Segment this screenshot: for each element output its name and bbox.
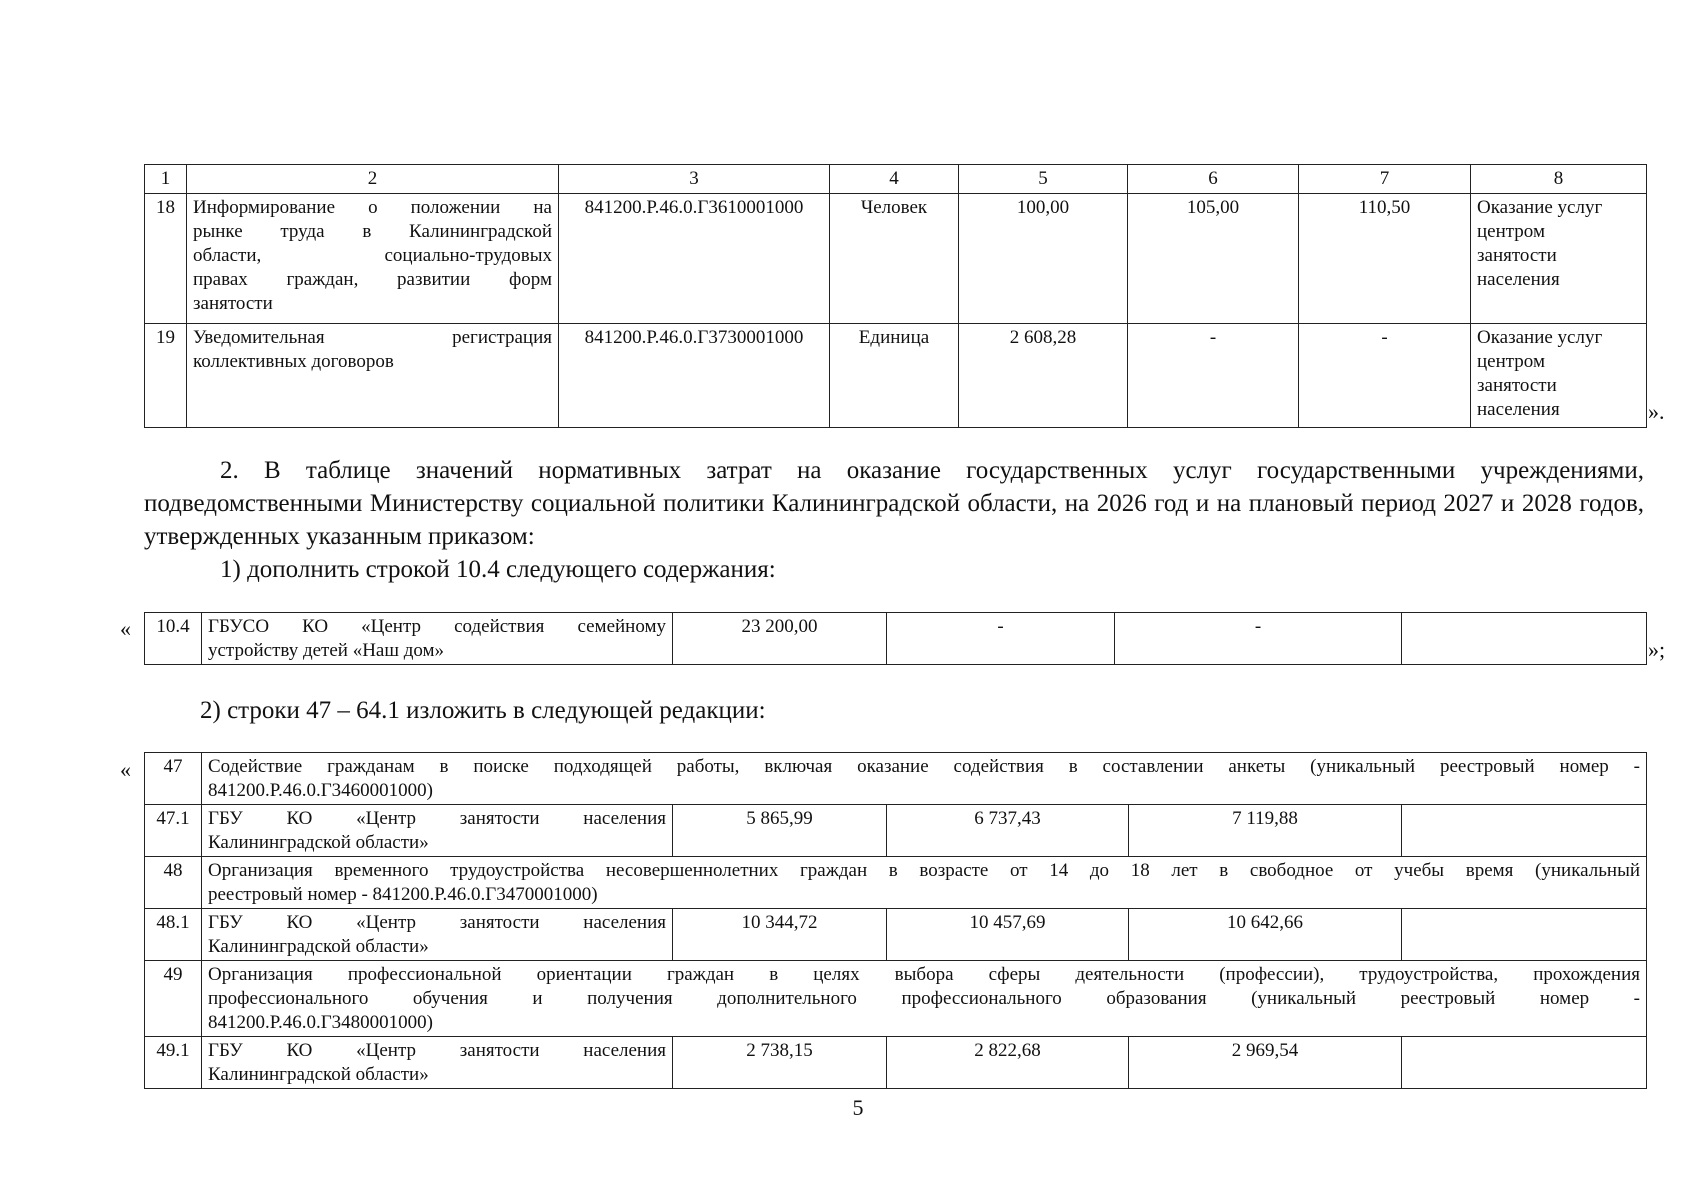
value-cell: 6 737,43 [887, 805, 1129, 857]
norm-costs-insert-table [144, 612, 1647, 665]
text-line: устройству детей «Наш дом» [208, 640, 445, 661]
text-line: Оказание услуг [1477, 327, 1603, 348]
value-cell: 100,00 [959, 194, 1128, 324]
text-line: профессионального обучения и получения дополнительного профессионального образования (уникальный реестровый номер - [208, 988, 1641, 1009]
registry-code: 841200.Р.46.0.Г3610001000 [559, 194, 830, 324]
note-cell [1471, 194, 1647, 324]
text-line: занятости [193, 293, 273, 314]
registry-code: 841200.Р.46.0.Г3730001000 [559, 324, 830, 428]
row-number: 10.4 [145, 613, 202, 665]
table-row [145, 324, 1647, 428]
value-cell: 2 969,54 [1129, 1037, 1402, 1089]
table-row [145, 194, 1647, 324]
value-cell [1402, 613, 1647, 665]
header-cell: 3 [559, 165, 830, 194]
header-cell: 4 [830, 165, 959, 194]
table-row [145, 805, 1647, 857]
text-line: ГБУСО КО «Центр содействия семейному [208, 616, 666, 637]
header-cell: 2 [187, 165, 559, 194]
row-number: 48.1 [145, 909, 202, 961]
text-line: Организация временного трудоустройства несовершеннолетних граждан в возрасте от 14 до 18 лет в свободное от учебы время (уникальный [208, 860, 1641, 881]
text-line: Оказание услуг [1477, 197, 1603, 218]
text-line: Калининградской области» [208, 832, 429, 853]
value-cell [1402, 805, 1647, 857]
value-cell: 10 642,66 [1129, 909, 1402, 961]
text-line: 841200.Р.46.0.Г3480001000) [208, 1012, 434, 1033]
value-cell: - [887, 613, 1115, 665]
service-description [202, 753, 1647, 805]
item-2: 2) строки 47 – 64.1 изложить в следующей редакции: [200, 697, 766, 724]
service-description [202, 961, 1647, 1037]
unit-cell: Единица [830, 324, 959, 428]
table-group-row [145, 961, 1647, 1037]
header-cell: 6 [1128, 165, 1299, 194]
text-line: ГБУ КО «Центр занятости населения [208, 1040, 666, 1061]
unit-cell: Человек [830, 194, 959, 324]
text-line: населения [1477, 399, 1560, 420]
text-line: Содействие гражданам в поиске подходящей работы, включая оказание содействия в составлении анкеты (уникальный реестровый номер - [208, 756, 1641, 777]
text-line: 841200.Р.46.0.Г3460001000) [208, 780, 434, 801]
text-line: населения [1477, 269, 1560, 290]
service-name [187, 324, 559, 428]
value-cell: - [1299, 324, 1471, 428]
row-number: 47.1 [145, 805, 202, 857]
row-number: 19 [145, 324, 187, 428]
norm-costs-table [144, 752, 1647, 1089]
service-description [202, 857, 1647, 909]
text-line: области, социально-трудовых [193, 245, 552, 266]
page-number: 5 [852, 1095, 864, 1120]
value-cell: 10 457,69 [887, 909, 1129, 961]
value-cell: - [1128, 324, 1299, 428]
services-table [144, 164, 1647, 428]
value-cell: 2 608,28 [959, 324, 1128, 428]
opening-quote: « [120, 757, 131, 782]
opening-quote: « [120, 616, 131, 641]
text-line: коллективных договоров [193, 351, 394, 372]
value-cell: 105,00 [1128, 194, 1299, 324]
note-cell [1471, 324, 1647, 428]
value-cell [1402, 909, 1647, 961]
institution-name [202, 805, 673, 857]
text-line: реестровый номер - 841200.Р.46.0.Г3470001000) [208, 884, 598, 905]
header-cell: 8 [1471, 165, 1647, 194]
row-number: 49.1 [145, 1037, 202, 1089]
table-row [145, 613, 1647, 665]
value-cell: 7 119,88 [1129, 805, 1402, 857]
text-line: рынке труда в Калининградской [193, 221, 552, 242]
text-line: правах граждан, развитии форм [193, 269, 552, 290]
row-number: 49 [145, 961, 202, 1037]
paragraph-2: 2. В таблице значений нормативных затрат на оказание государственных услуг государственными учреждениями, подведомственными Министерству социальной политики Калининградской области, на 2026 год и на плановый период 2027 и 2028 годов, утвержденных указанным приказом: [144, 457, 1644, 550]
item-1: 1) дополнить строкой 10.4 следующего содержания: [220, 556, 776, 583]
institution-name [202, 909, 673, 961]
value-cell: 110,50 [1299, 194, 1471, 324]
value-cell: 2 822,68 [887, 1037, 1129, 1089]
header-cell: 5 [959, 165, 1128, 194]
header-cell: 7 [1299, 165, 1471, 194]
table-row [145, 1037, 1647, 1089]
value-cell: - [1115, 613, 1402, 665]
text-line: Уведомительная регистрация [193, 327, 552, 348]
text-line: Информирование о положении на [193, 197, 552, 218]
row-number: 18 [145, 194, 187, 324]
value-cell: 5 865,99 [673, 805, 887, 857]
text-line: центром [1477, 351, 1545, 372]
value-cell [1402, 1037, 1647, 1089]
header-cell: 1 [145, 165, 187, 194]
text-line: ГБУ КО «Центр занятости населения [208, 808, 666, 829]
row-number: 47 [145, 753, 202, 805]
closing-quote: »; [1648, 637, 1666, 662]
table-row [145, 909, 1647, 961]
closing-quote: ». [1648, 399, 1665, 424]
service-name [187, 194, 559, 324]
value-cell: 2 738,15 [673, 1037, 887, 1089]
row-number: 48 [145, 857, 202, 909]
text-line: Калининградской области» [208, 936, 429, 957]
table-header-row [145, 165, 1647, 194]
text-line: Калининградской области» [208, 1064, 429, 1085]
text-line: ГБУ КО «Центр занятости населения [208, 912, 666, 933]
table-group-row [145, 753, 1647, 805]
table-group-row [145, 857, 1647, 909]
value-cell: 10 344,72 [673, 909, 887, 961]
text-line: Организация профессиональной ориентации граждан в целях выбора сферы деятельности (профессии), трудоустройства, прохождения [208, 964, 1641, 985]
institution-name [202, 613, 673, 665]
text-line: занятости [1477, 375, 1557, 396]
institution-name [202, 1037, 673, 1089]
text-line: занятости [1477, 245, 1557, 266]
value-cell: 23 200,00 [673, 613, 887, 665]
text-line: центром [1477, 221, 1545, 242]
